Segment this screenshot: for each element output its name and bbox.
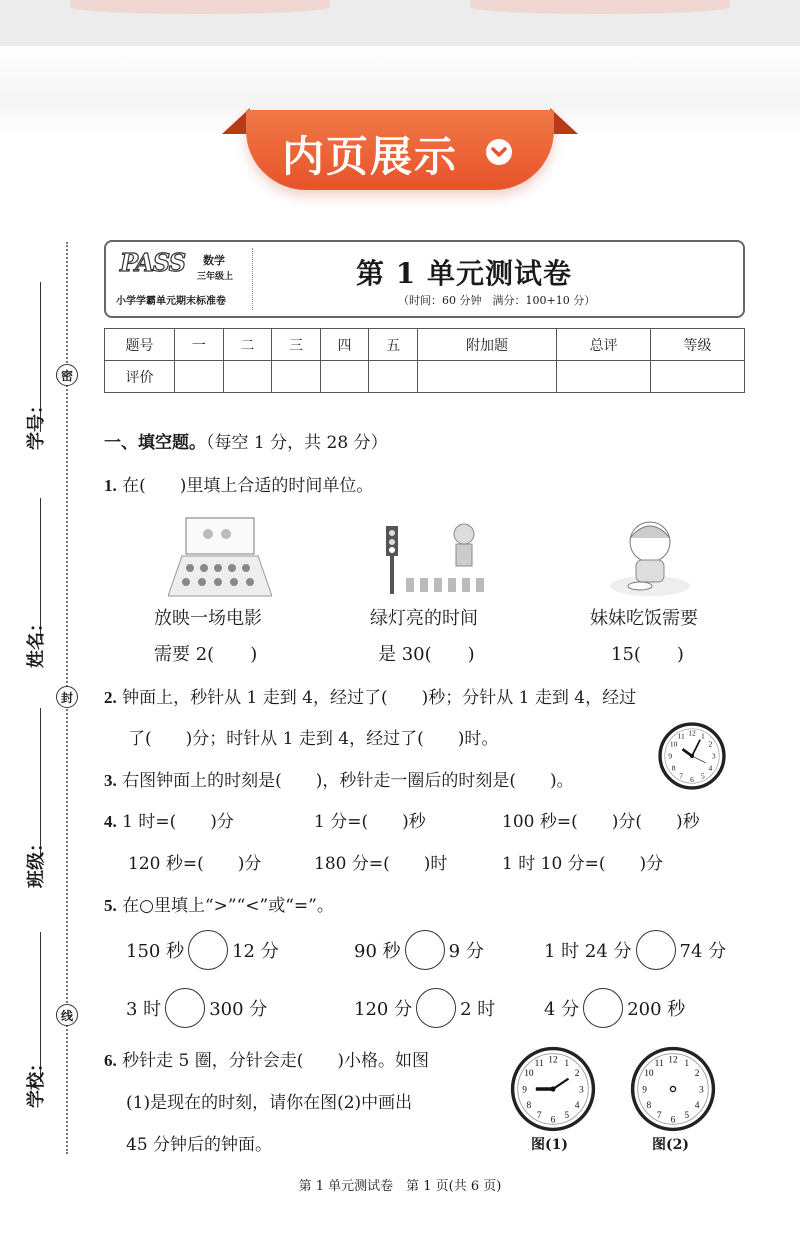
svg-text:2: 2 [708,739,713,749]
table-cell: 一 [175,329,224,361]
compare-left: 3 时 [126,999,162,1020]
svg-text:12: 12 [668,1055,678,1066]
glow-left [70,0,330,14]
paper-info: （时间：60 分钟 满分：100+10 分） [398,294,596,307]
question-text: 在○里填上“>”“<”或“=”。 [122,896,334,916]
compare-circle[interactable] [165,988,205,1028]
compare-left: 4 分 [544,999,580,1020]
section-heading [104,428,388,453]
seal-xian: 线 [56,1004,78,1026]
seal-mi: 密 [56,364,78,386]
compare-circle[interactable] [405,930,445,970]
table-cell: 附加题 [417,329,556,361]
svg-text:2: 2 [694,1069,700,1080]
top-band [0,0,800,46]
table-cell [369,361,418,393]
svg-text:8: 8 [646,1100,652,1111]
compare-item [126,988,267,1028]
compare-item [126,930,279,970]
compare-right: 200 秒 [627,999,686,1020]
svg-text:5: 5 [684,1111,690,1122]
table-cell [175,361,224,393]
question-4 [104,807,234,832]
svg-text:11: 11 [654,1058,664,1069]
svg-text:1: 1 [684,1058,690,1069]
svg-text:4: 4 [574,1100,580,1111]
question-number: 4. [104,812,117,831]
svg-text:12: 12 [688,728,696,738]
question-6-cont: 45 分钟后的钟面。 [126,1135,273,1155]
question-text: 钟面上，秒针从 1 走到 4，经过了( )秒；分针从 1 走到 4，经过 [122,688,637,708]
table-cell: 总评 [557,329,651,361]
compare-circle[interactable] [188,930,228,970]
clock-label-1: 图(1) [531,1137,568,1153]
compare-right: 9 分 [448,941,484,962]
question-5 [104,891,334,916]
table-cell: 评价 [105,361,175,393]
svg-text:4: 4 [708,763,713,773]
page-footer: 第 1 单元测试卷 第 1 页(共 6 页) [298,1179,502,1194]
question-number: 1. [104,476,117,495]
seal-feng: 封 [56,686,78,708]
svg-text:11: 11 [534,1058,544,1069]
question-text: 秒针走 5 圈，分针会走( )小格。如图 [122,1051,430,1071]
clock-q3 [658,722,726,790]
cinema-illustration [168,516,272,598]
svg-text:2: 2 [574,1069,580,1080]
svg-text:8: 8 [526,1100,532,1111]
table-cell [417,361,556,393]
table-cell: 题号 [105,329,175,361]
question-6 [104,1046,429,1071]
caption-eating-answer: 15( ) [611,644,684,665]
school-label: 学校： [26,1054,47,1108]
table-cell: 四 [320,329,369,361]
compare-circle[interactable] [416,988,456,1028]
question-4-item: 120 秒=( )分 [128,854,262,874]
compare-item [544,930,726,970]
svg-text:9: 9 [642,1085,647,1096]
svg-text:3: 3 [699,1085,704,1096]
question-text: 右图钟面上的时刻是( )，秒针走一圈后的时刻是( )。 [122,771,574,791]
svg-text:6: 6 [690,774,694,784]
caption-light: 绿灯亮的时间 [370,608,478,629]
table-cell [223,361,272,393]
question-4-item: 100 秒=( )分( )秒 [502,812,700,832]
caption-movie: 放映一场电影 [154,608,262,629]
section-title: 一、填空题。 [104,433,206,453]
compare-item [354,988,495,1028]
compare-left: 150 秒 [126,941,185,962]
table-cell [651,361,745,393]
svg-text:5: 5 [701,771,705,781]
grade-label: 三年级上 [197,272,234,282]
series-label: 小学学霸单元期末标准卷 [116,296,226,307]
question-6-cont: (1)是现在的时刻，请你在图(2)中画出 [126,1093,413,1113]
class-label: 班级： [26,834,47,888]
student-id-label: 学号： [26,396,47,450]
svg-text:7: 7 [656,1111,662,1122]
caption-movie-answer: 需要 2( ) [154,644,258,665]
table-cell: 三 [272,329,321,361]
svg-text:5: 5 [564,1111,570,1122]
compare-circle[interactable] [636,930,676,970]
question-3 [104,766,574,791]
glow-right [470,0,730,14]
svg-text:11: 11 [677,731,685,741]
question-1 [104,471,373,496]
compare-right: 74 分 [679,941,727,962]
question-4-item: 180 分=( )时 [314,854,448,874]
svg-text:9: 9 [668,751,673,761]
pass-logo: PASS [120,248,186,277]
question-number: 2. [104,688,117,707]
svg-text:6: 6 [550,1115,556,1126]
table-cell: 二 [223,329,272,361]
compare-item [544,988,685,1028]
svg-text:10: 10 [524,1069,534,1080]
table-row [105,329,745,361]
compare-left: 1 时 24 分 [544,941,632,962]
question-2-cont: 了( )分；时针从 1 走到 4，经过了( )时。 [128,729,499,749]
svg-text:1: 1 [564,1058,570,1069]
svg-text:12: 12 [548,1055,558,1066]
svg-text:4: 4 [694,1100,700,1111]
question-number: 3. [104,771,117,790]
svg-text:9: 9 [522,1085,527,1096]
compare-right: 300 分 [209,999,268,1020]
girl-eating-illustration [608,512,692,598]
paper-title: 第 1 单元测试卷 [356,257,572,290]
svg-text:10: 10 [644,1069,654,1080]
clock-label-2: 图(2) [652,1137,689,1153]
question-number: 6. [104,1051,117,1070]
compare-circle[interactable] [583,988,623,1028]
question-number: 5. [104,896,117,915]
compare-item [354,930,484,970]
svg-text:10: 10 [669,739,678,749]
question-4-item: 1 时 10 分=( )分 [502,854,664,874]
question-text: 1 时=( )分 [122,812,234,832]
question-text: 在( )里填上合适的时间单位。 [122,476,374,496]
banner [246,110,554,190]
section-note: （每空 1 分，共 28 分） [206,433,388,453]
table-cell [320,361,369,393]
svg-text:8: 8 [671,763,676,773]
svg-text:3: 3 [711,751,716,761]
compare-left: 120 分 [354,999,413,1020]
chevron-down-icon[interactable] [486,139,512,165]
clock-figure-1 [510,1046,596,1132]
svg-text:7: 7 [536,1111,542,1122]
caption-light-answer: 是 30( ) [378,644,475,665]
table-row [105,361,745,393]
score-table [104,328,745,393]
svg-text:3: 3 [579,1085,584,1096]
table-cell [557,361,651,393]
header-divider [252,248,253,310]
svg-text:1: 1 [701,731,705,741]
banner-fold-right [550,108,578,134]
banner-title: 内页展示 [282,132,459,181]
name-label: 姓名： [26,614,47,668]
table-cell: 五 [369,329,418,361]
question-2 [104,683,636,708]
table-cell [272,361,321,393]
question-4-item: 1 分=( )秒 [314,812,426,832]
subject-label: 数学 [203,254,225,267]
compare-left: 90 秒 [354,941,401,962]
compare-right: 2 时 [460,999,496,1020]
svg-text:7: 7 [679,771,683,781]
compare-right: 12 分 [232,941,279,962]
table-cell: 等级 [651,329,745,361]
caption-eating: 妹妹吃饭需要 [590,608,698,629]
traffic-light-illustration [376,518,496,596]
svg-text:6: 6 [670,1115,676,1126]
paper-header [104,240,745,318]
clock-figure-2[interactable] [630,1046,716,1132]
